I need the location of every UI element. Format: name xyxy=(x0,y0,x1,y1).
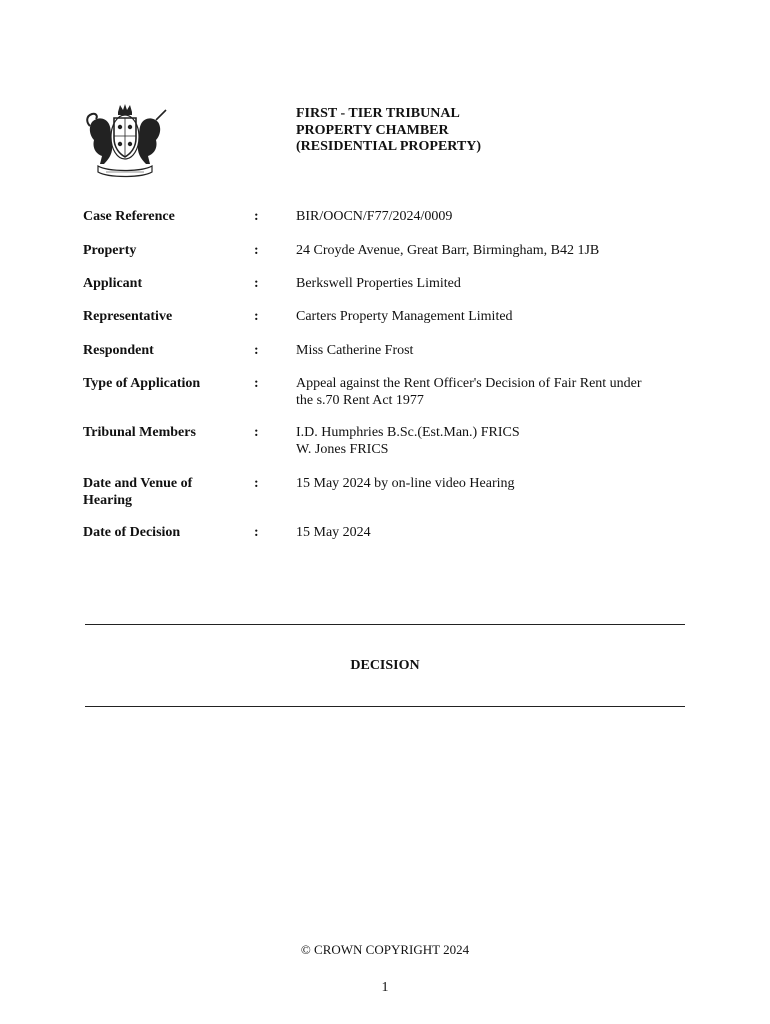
heading-line: (RESIDENTIAL PROPERTY) xyxy=(296,139,482,154)
detail-label xyxy=(83,476,233,509)
detail-value-line: Miss Catherine Frost xyxy=(296,343,414,358)
detail-value-line: Carters Property Management Limited xyxy=(296,309,513,324)
detail-value-line: I.D. Humphries B.Sc.(Est.Man.) FRICS xyxy=(296,425,520,440)
tribunal-heading xyxy=(296,106,481,156)
detail-value xyxy=(296,209,696,226)
detail-label-line: Hearing xyxy=(83,492,132,508)
detail-label: Applicant xyxy=(83,276,143,291)
detail-value xyxy=(296,309,696,326)
detail-separator: : xyxy=(254,276,259,291)
detail-separator: : xyxy=(254,376,259,391)
detail-value xyxy=(296,425,696,458)
detail-label: Date of Decision xyxy=(83,525,181,540)
decision-title: DECISION xyxy=(350,658,420,673)
detail-label-line: Date and Venue of xyxy=(83,476,193,491)
detail-separator: : xyxy=(254,425,259,440)
detail-value-line: BIR/OOCN/F77/2024/0009 xyxy=(296,209,453,224)
detail-value-line: Berkswell Properties Limited xyxy=(296,276,461,291)
detail-value-line: 15 May 2024 by on-line video Hearing xyxy=(296,476,515,491)
divider-top xyxy=(85,624,685,625)
page-number: 1 xyxy=(381,980,389,995)
detail-value-line: Appeal against the Rent Officer's Decision of Fair Rent under xyxy=(296,376,642,391)
divider-bottom xyxy=(85,706,685,707)
detail-label: Tribunal Members xyxy=(83,425,196,440)
detail-separator: : xyxy=(254,209,259,224)
detail-separator: : xyxy=(254,525,259,540)
detail-separator: : xyxy=(254,343,259,358)
royal-coat-of-arms-icon xyxy=(82,102,168,180)
detail-label: Representative xyxy=(83,309,173,324)
detail-value xyxy=(296,376,696,409)
detail-label: Property xyxy=(83,243,137,258)
detail-value xyxy=(296,276,696,293)
detail-value xyxy=(296,243,696,260)
detail-label: Respondent xyxy=(83,343,154,358)
detail-value xyxy=(296,525,696,542)
detail-value-line: 15 May 2024 xyxy=(296,525,371,540)
detail-value-line: W. Jones FRICS xyxy=(296,441,389,457)
detail-separator: : xyxy=(254,476,259,491)
detail-label: Case Reference xyxy=(83,209,175,224)
heading-line: FIRST - TIER TRIBUNAL xyxy=(296,106,460,121)
detail-value-line: 24 Croyde Avenue, Great Barr, Birmingham, B42 1JB xyxy=(296,243,600,258)
detail-separator: : xyxy=(254,309,259,324)
detail-label: Type of Application xyxy=(83,376,201,391)
detail-value xyxy=(296,343,696,360)
detail-separator: : xyxy=(254,243,259,258)
detail-value-line: the s.70 Rent Act 1977 xyxy=(296,392,424,408)
detail-value xyxy=(296,476,696,493)
copyright-notice: © CROWN COPYRIGHT 2024 xyxy=(300,942,470,957)
heading-line: PROPERTY CHAMBER xyxy=(296,122,449,138)
